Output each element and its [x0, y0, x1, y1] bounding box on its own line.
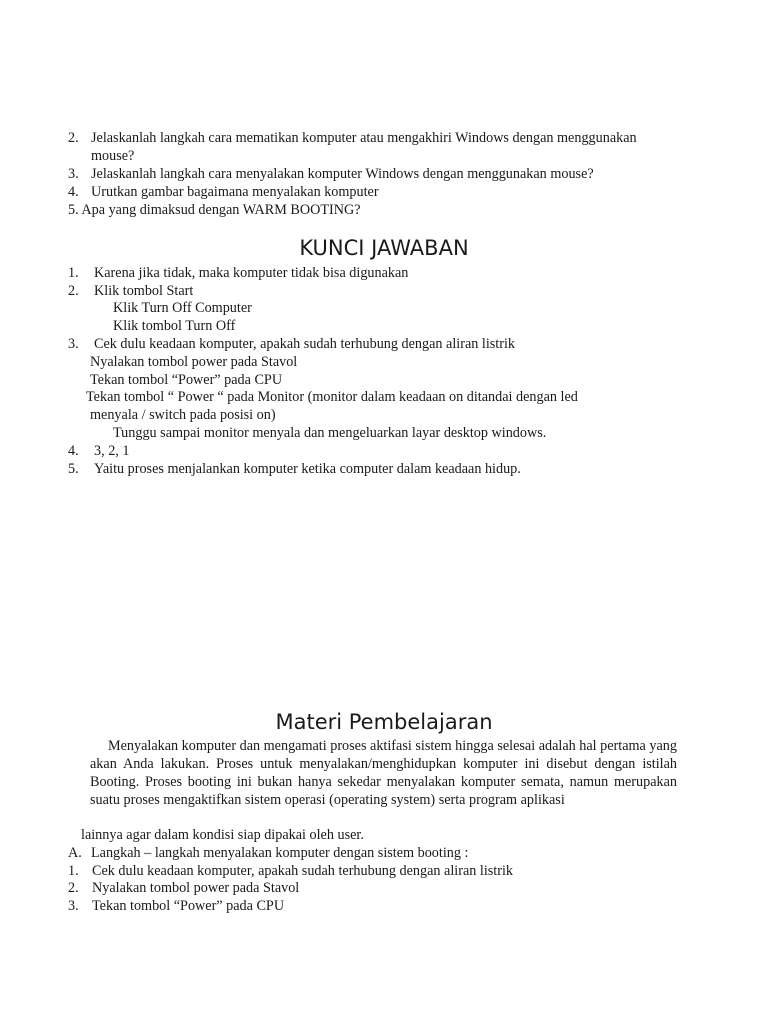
answer-subline: menyala / switch pada posisi on) — [90, 407, 276, 423]
answer-text: Cek dulu keadaan komputer, apakah sudah terhubung dengan aliran listrik — [94, 336, 515, 352]
step-number: 2. — [68, 880, 79, 896]
section-text: Langkah – langkah menyalakan komputer dengan sistem booting : — [91, 845, 469, 861]
answer-subline: Klik tombol Turn Off — [113, 318, 236, 334]
question-text: Jelaskanlah langkah cara menyalakan komputer Windows dengan menggunakan mouse? — [91, 166, 594, 182]
answer-number: 2. — [68, 283, 79, 299]
step-text: Nyalakan tombol power pada Stavol — [92, 880, 300, 896]
question-text: Jelaskanlah langkah cara mematikan komputer atau mengakhiri Windows dengan menggunakan — [91, 130, 637, 146]
answer-subline: Tekan tombol “Power” pada CPU — [90, 372, 283, 388]
answer-text: Klik tombol Start — [94, 283, 194, 299]
step-text: Cek dulu keadaan komputer, apakah sudah terhubung dengan aliran listrik — [92, 863, 513, 879]
answer-number: 1. — [68, 265, 79, 281]
answer-text: Yaitu proses menjalankan komputer ketika computer dalam keadaan hidup. — [94, 461, 521, 477]
step-number: 3. — [68, 898, 79, 914]
answer-text: 3, 2, 1 — [94, 443, 130, 459]
answer-subline: Klik Turn Off Computer — [113, 300, 252, 316]
answer-key-heading: KUNCI JAWABAN — [299, 236, 469, 260]
intro-paragraph-tail: lainnya agar dalam kondisi siap dipakai oleh user. — [81, 827, 364, 843]
answer-number: 4. — [68, 443, 79, 459]
answer-subline: Nyalakan tombol power pada Stavol — [90, 354, 298, 370]
question-text: Urutkan gambar bagaimana menyalakan komputer — [91, 184, 379, 200]
section-letter: A. — [68, 845, 82, 861]
answer-text: Karena jika tidak, maka komputer tidak bisa digunakan — [94, 265, 409, 281]
learning-material-heading: Materi Pembelajaran — [275, 710, 493, 734]
step-text: Tekan tombol “Power” pada CPU — [92, 898, 285, 914]
question-number: 2. — [68, 130, 79, 146]
question-text: 5. Apa yang dimaksud dengan WARM BOOTING? — [68, 202, 361, 218]
intro-paragraph: Menyalakan komputer dan mengamati proses aktifasi sistem hingga selesai adalah hal pertama yang akan Anda lakukan. Proses untuk menyalakan/menghidupkan komputer ini disebut dengan istilah Booting. Proses booting ini bukan hanya sekedar menyalakan komputer semata, namun merupakan suatu proses mengaktifkan sistem operasi (operating system) serta program aplikasi — [90, 738, 677, 808]
question-number: 4. — [68, 184, 79, 200]
question-text-continued: mouse? — [91, 148, 135, 164]
answer-subline: Tekan tombol “ Power “ pada Monitor (monitor dalam keadaan on ditandai dengan led — [86, 389, 578, 405]
answer-number: 3. — [68, 336, 79, 352]
answer-number: 5. — [68, 461, 79, 477]
step-number: 1. — [68, 863, 79, 879]
answer-subline: Tunggu sampai monitor menyala dan mengeluarkan layar desktop windows. — [113, 425, 547, 441]
question-number: 3. — [68, 166, 79, 182]
